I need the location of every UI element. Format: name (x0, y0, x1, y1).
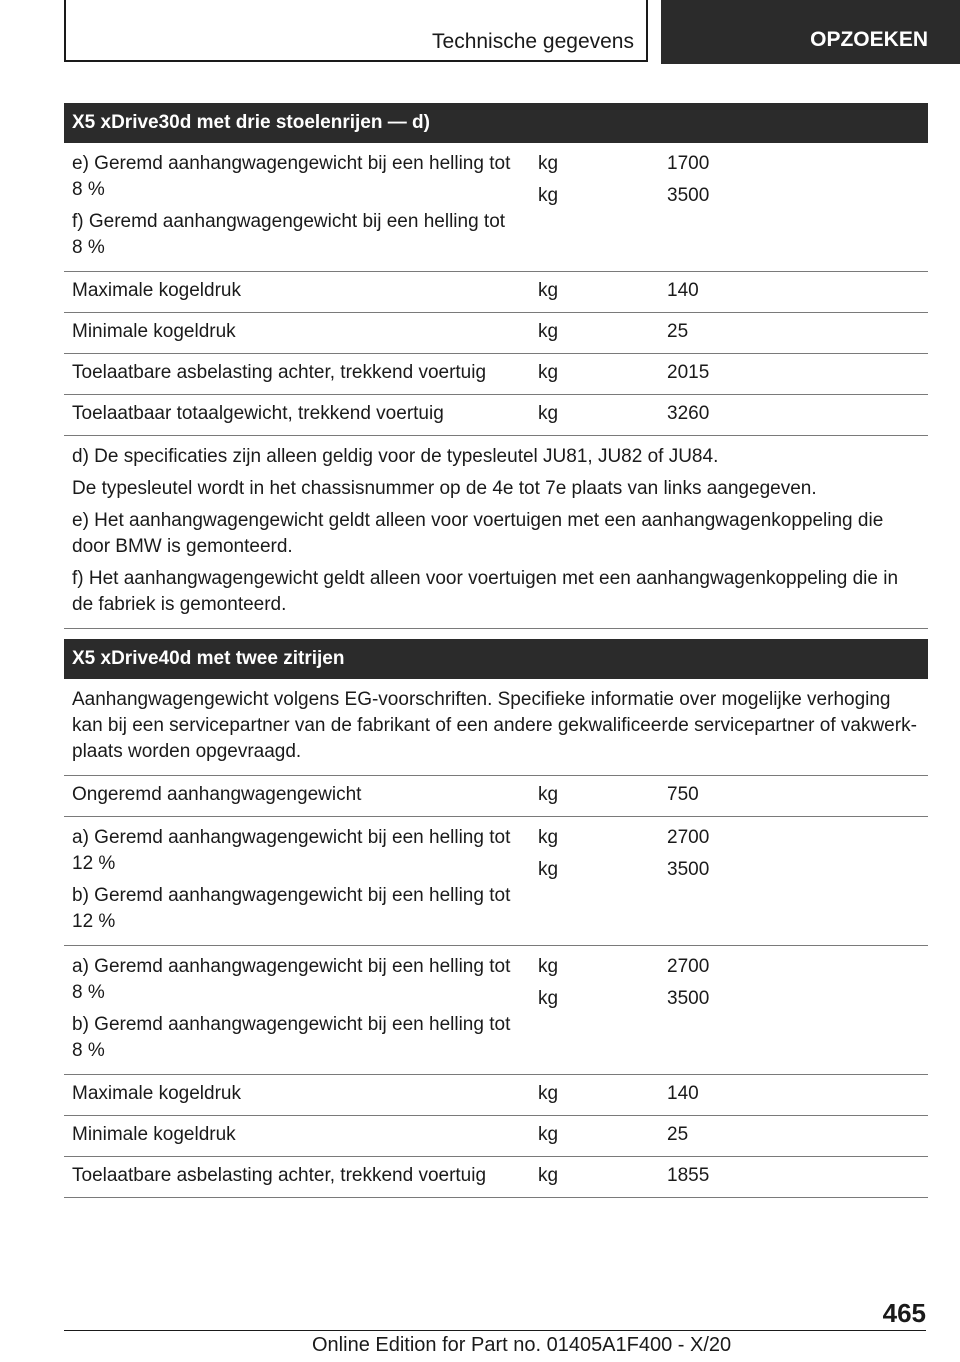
row-unit: kg (538, 280, 559, 301)
row-label: b) Geremd aanhangwagengewicht bij een helling tot (72, 1014, 511, 1035)
row-label: 8 % (72, 179, 105, 200)
row-unit: kg (538, 403, 559, 424)
row-value: 3260 (667, 403, 710, 424)
table-title: X5 xDrive40d met twee zitrijen (64, 639, 928, 679)
row-label: Maximale kogeldruk (72, 1083, 241, 1104)
intro-line: Aanhangwagengewicht volgens EG-voorschriften. Specifieke informatie over mogelijke verhoging (72, 689, 891, 710)
row-value: 2700 (667, 827, 710, 848)
row-value: 1855 (667, 1165, 710, 1186)
footer-divider (862, 1330, 926, 1331)
row-label: b) Geremd aanhangwagengewicht bij een helling tot (72, 885, 511, 906)
table-row (64, 272, 928, 313)
footnote-d: d) De specificaties zijn alleen geldig voor de typesleutel JU81, JU82 of JU84. (72, 446, 719, 467)
row-value: 750 (667, 784, 699, 805)
intro-line: plaats worden opgevraagd. (72, 741, 302, 762)
row-label: a) Geremd aanhangwagengewicht bij een helling tot (72, 827, 511, 848)
page-number: 465 (882, 1298, 926, 1328)
row-label: Ongeremd aanhangwagengewicht (72, 784, 362, 805)
row-unit: kg (538, 1083, 559, 1104)
row-unit: kg (538, 321, 559, 342)
table-row (64, 395, 928, 436)
table-intro (64, 679, 928, 776)
row-unit: kg (538, 988, 559, 1009)
edition-note: Online Edition for Part no. 01405A1F400 - X/20 (312, 1334, 732, 1356)
table-row (64, 817, 928, 946)
table-footnotes (64, 436, 928, 629)
row-value: 3500 (667, 185, 710, 206)
table-row (64, 354, 928, 395)
row-unit: kg (538, 1124, 559, 1145)
row-value: 2015 (667, 362, 710, 383)
footnote-type-key: De typesleutel wordt in het chassisnummer op de 4e tot 7e plaats van links aangegeven. (72, 478, 817, 499)
footnote-e-cont: door BMW is gemonteerd. (72, 536, 293, 557)
footnote-e: e) Het aanhangwagengewicht geldt alleen voor voertuigen met een aanhangwagenkoppeling die (72, 510, 884, 531)
row-label: 8 % (72, 237, 105, 258)
table-row (64, 776, 928, 817)
row-unit: kg (538, 153, 559, 174)
row-value: 1700 (667, 153, 710, 174)
table-row (64, 946, 928, 1075)
row-value: 3500 (667, 859, 710, 880)
lookup-tab[interactable] (661, 0, 960, 64)
row-value: 3500 (667, 988, 710, 1009)
table-row (64, 143, 928, 272)
spec-table-xdrive40d (64, 639, 928, 1198)
spec-table-xdrive30d (64, 103, 928, 629)
row-value: 25 (667, 1124, 689, 1145)
row-label: Toelaatbare asbelasting achter, trekkend voertuig (72, 1165, 487, 1186)
footer-divider (64, 1330, 862, 1331)
row-label: e) Geremd aanhangwagengewicht bij een helling tot (72, 153, 511, 174)
row-unit: kg (538, 827, 559, 848)
row-label: Minimale kogeldruk (72, 1124, 236, 1145)
row-value: 2700 (667, 956, 710, 977)
row-unit: kg (538, 956, 559, 977)
row-label: 8 % (72, 982, 105, 1003)
table-title: X5 xDrive30d met drie stoelenrijen — d) (64, 103, 928, 143)
row-value: 140 (667, 280, 699, 301)
row-label: Toelaatbaar totaalgewicht, trekkend voertuig (72, 403, 444, 424)
table-row (64, 1116, 928, 1157)
row-unit: kg (538, 362, 559, 383)
row-label: 12 % (72, 911, 116, 932)
row-label: f) Geremd aanhangwagengewicht bij een helling tot (72, 211, 506, 232)
header-frame (64, 0, 648, 62)
row-label: 12 % (72, 853, 116, 874)
row-unit: kg (538, 1165, 559, 1186)
row-label: Minimale kogeldruk (72, 321, 236, 342)
row-label: a) Geremd aanhangwagengewicht bij een helling tot (72, 956, 511, 977)
footnote-f: f) Het aanhangwagengewicht geldt alleen voor voertuigen met een aanhangwagenkoppeling die in (72, 568, 899, 589)
row-label: Maximale kogeldruk (72, 280, 241, 301)
table-row (64, 313, 928, 354)
row-unit: kg (538, 784, 559, 805)
row-value: 140 (667, 1083, 699, 1104)
row-label: 8 % (72, 1040, 105, 1061)
row-unit: kg (538, 859, 559, 880)
row-value: 25 (667, 321, 689, 342)
table-row (64, 1157, 928, 1198)
lookup-tab-label: OPZOEKEN (810, 28, 928, 51)
footnote-f-cont: de fabriek is gemonteerd. (72, 594, 287, 615)
table-row (64, 1075, 928, 1116)
row-label: Toelaatbare asbelasting achter, trekkend voertuig (72, 362, 487, 383)
section-title: Technische gegevens (432, 30, 634, 53)
intro-line: kan bij een servicepartner van de fabrikant of een andere gekwalificeerde servicepartner of vakwerk- (72, 715, 917, 736)
row-unit: kg (538, 185, 559, 206)
